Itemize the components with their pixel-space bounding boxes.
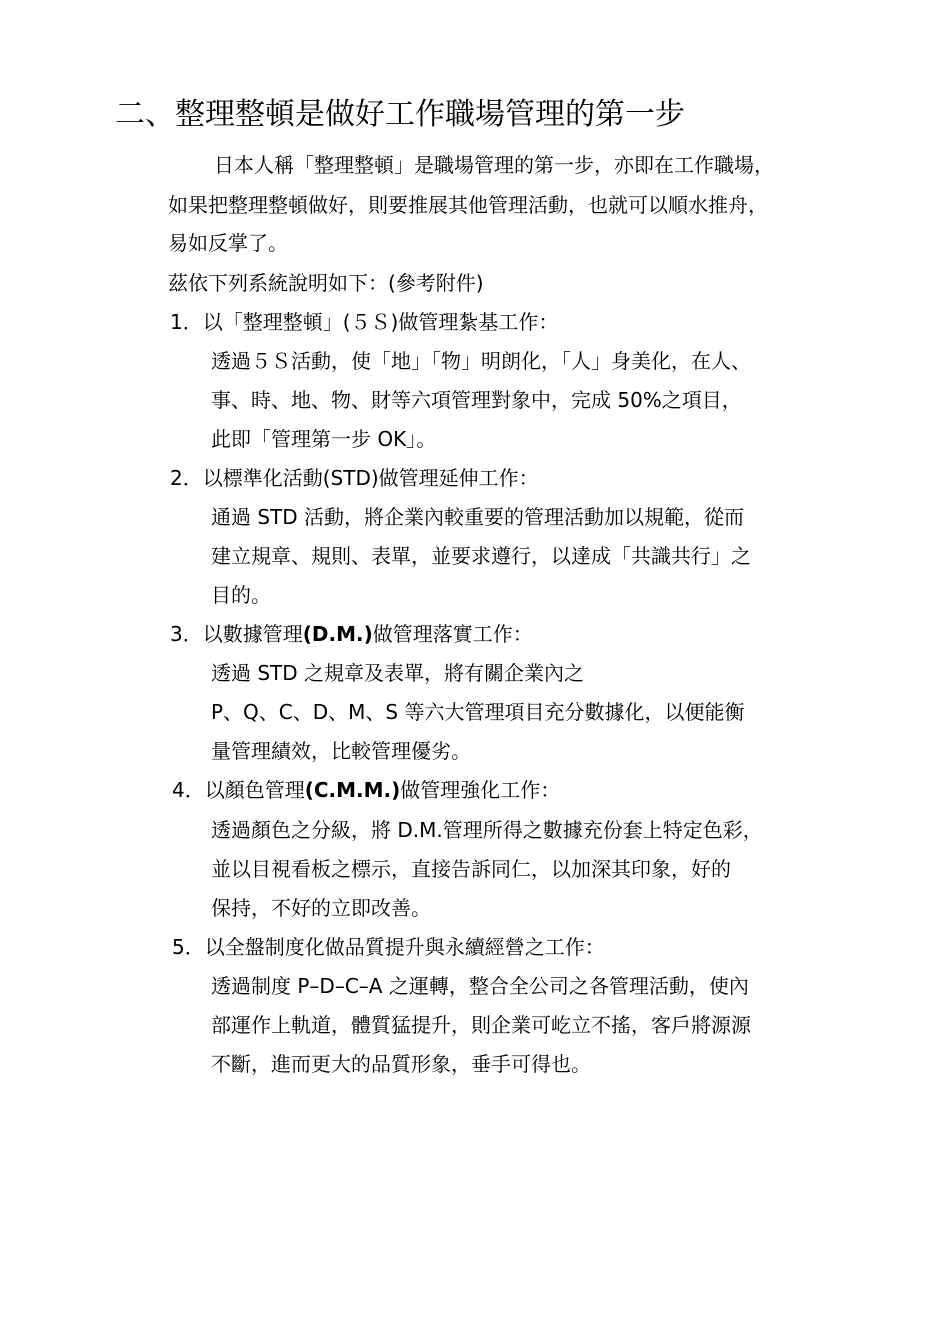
- intro-note: 茲依下列系統說明如下：(參考附件): [168, 271, 484, 295]
- item-line: 並以目視看板之標示，直接告訴同仁，以加深其印象，好的: [211, 857, 731, 881]
- section-title: 二、整理整頓是做好工作職場管理的第一步: [115, 97, 685, 132]
- item-line: 透過顏色之分級，將 D.M.管理所得之數據充份套上特定色彩，: [211, 818, 763, 842]
- item-heading-bold: (D.M.): [302, 622, 373, 646]
- item-heading: [170, 619, 533, 649]
- item-line: 目的。: [211, 583, 271, 607]
- item-line: 通過 STD 活動，將企業內較重要的管理活動加以規範，從而: [211, 505, 745, 529]
- item-heading-bold: (C.M.M.): [304, 778, 401, 802]
- item-heading-prefix: 3．以數據管理: [170, 622, 303, 646]
- item-heading: 1．以「整理整頓」(５Ｓ)做管理紮基工作：: [170, 310, 559, 334]
- item-line: 事、時、地、物、財等六項管理對象中，完成 50%之項目，: [211, 388, 742, 412]
- item-line: 透過５Ｓ活動，使「地」「物」明朗化，「人」身美化，在人、: [211, 349, 751, 373]
- item-line: 透過 STD 之規章及表單，將有關企業內之: [211, 661, 585, 685]
- item-heading: 2．以標準化活動(STD)做管理延伸工作：: [170, 466, 539, 490]
- item-line: 透過制度 P–D–C–A 之運轉，整合全公司之各管理活動，使內: [211, 974, 749, 998]
- item-line: 量管理績效，比較管理優劣。: [211, 739, 471, 763]
- item-heading: [172, 775, 560, 805]
- item-heading-prefix: 4．以顏色管理: [172, 778, 305, 802]
- item-heading-suffix: 做管理強化工作：: [400, 778, 561, 802]
- item-heading: 5．以全盤制度化做品質提升與永續經營之工作：: [172, 935, 605, 959]
- item-line: 不斷，進而更大的品質形象，垂手可得也。: [211, 1052, 591, 1076]
- item-heading-suffix: 做管理落實工作：: [372, 622, 533, 646]
- intro-line: 日本人稱「整理整頓」是職場管理的第一步，亦即在工作職場，: [214, 153, 774, 177]
- item-line: P、Q、C、D、M、S 等六大管理項目充分數據化，以便能衡: [211, 700, 745, 724]
- intro-line: 易如反掌了。: [168, 231, 288, 255]
- item-line: 部運作上軌道，體質猛提升，則企業可屹立不搖，客戶將源源: [211, 1013, 751, 1037]
- item-line: 此即「管理第一步 OK」。: [211, 427, 437, 451]
- item-line: 建立規章、規則、表單，並要求遵行，以達成「共識共行」之: [211, 544, 751, 568]
- intro-line: 如果把整理整頓做好，則要推展其他管理活動，也就可以順水推舟，: [168, 193, 768, 217]
- item-line: 保持，不好的立即改善。: [211, 896, 431, 920]
